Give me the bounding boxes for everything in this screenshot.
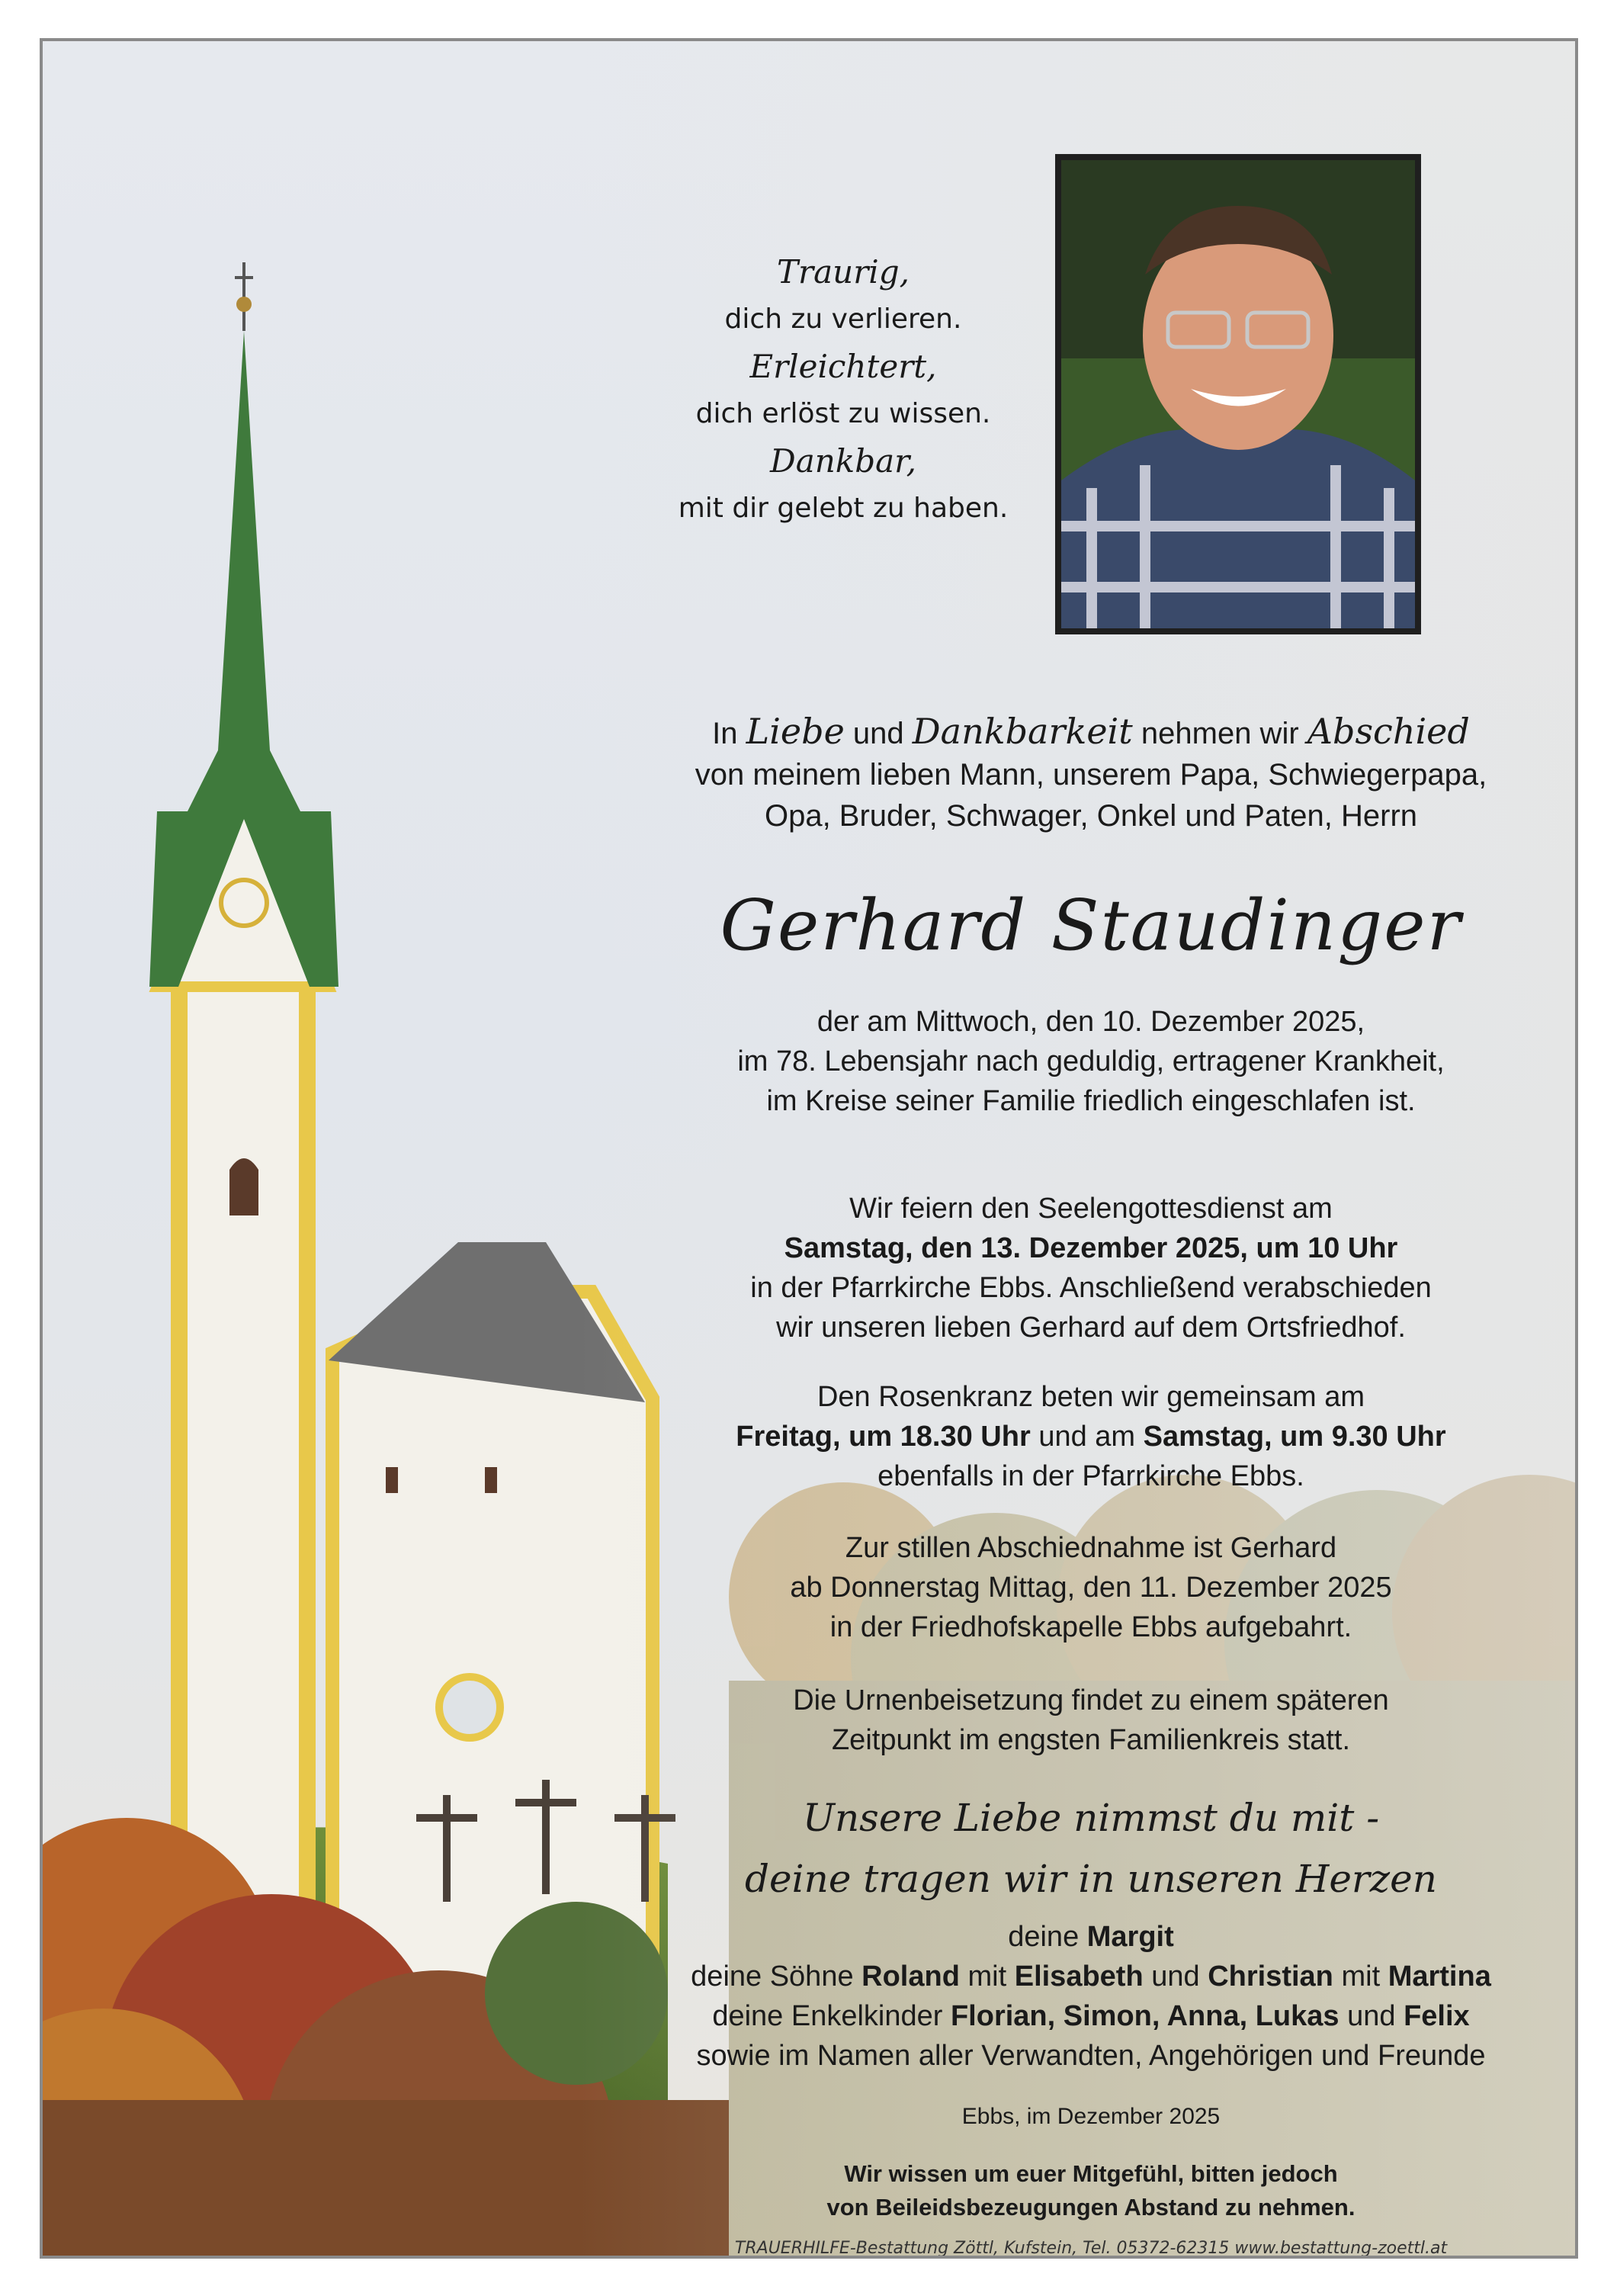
survivor-name: Margit [1086,1921,1174,1953]
mass-date: Samstag, den 13. Dezember 2025, um 10 Uhr [784,1232,1398,1264]
intro-word-dankbarkeit: Dankbarkeit [912,711,1133,752]
intro-line-1 [607,711,1575,754]
motto-line-2: deine tragen wir in unseren Herzen [745,1857,1437,1901]
mass-line-4: wir unseren lieben Gerhard auf dem Ortsfriedhof. [776,1312,1406,1344]
condolence-note [607,2157,1575,2224]
deceased-name: Gerhard Staudinger [720,885,1462,966]
rosary-line-3: ebenfalls in der Pfarrkirche Ebbs. [877,1460,1304,1492]
intro-line-2: von meinem lieben Mann, unserem Papa, Schwiegerpapa, [695,758,1487,792]
poem-line-2: dich zu verlieren. [724,303,962,335]
survivors-line-4: sowie im Namen aller Verwandten, Angehörigen und Freunde [696,2040,1486,2072]
viewing-line-1: Zur stillen Abschiednahme ist Gerhard [845,1532,1337,1564]
survivors-text: mit [1341,1960,1381,1993]
intro-word-und: und [852,717,904,750]
viewing-line-2: ab Donnerstag Mittag, den 11. Dezember 2025 [790,1572,1392,1604]
survivor-name: Florian, Simon, Anna, Lukas [950,2000,1339,2032]
motto-line-1: Unsere Liebe nimmst du mit - [802,1796,1380,1840]
poem-line-1: Traurig, [777,253,910,291]
rosary-time-2: Samstag, um 9.30 Uhr [1143,1421,1446,1453]
mass-line-1: Wir feiern den Seelengottesdienst am [849,1193,1333,1225]
survivors-text: deine Söhne [691,1960,854,1993]
funeral-home-footer: TRAUERHILFE-Bestattung Zöttl, Kufstein, Tel. 05372-62315 www.bestattung-zoettl.at [734,2239,1448,2258]
rosary-line-1: Den Rosenkranz beten wir gemeinsam am [817,1381,1365,1413]
note-line-1: Wir wissen um euer Mitgefühl, bitten jedoch [844,2160,1338,2187]
survivor-name: Roland [861,1960,960,1993]
poem-line-5: Dankbar, [770,442,916,480]
rosary-time-1: Freitag, um 18.30 Uhr [736,1421,1031,1453]
motto [607,1787,1575,1909]
death-line-3: im Kreise seiner Familie friedlich eingeschlafen ist. [766,1085,1416,1117]
rosary-line-2 [607,1417,1575,1456]
urn-line-1: Die Urnenbeisetzung findet zu einem späteren [793,1684,1389,1716]
place-date: Ebbs, im Dezember 2025 [961,2104,1221,2129]
death-line-2: im 78. Lebensjahr nach geduldig, ertragener Krankheit, [737,1045,1445,1077]
mass-info [607,1189,1575,1347]
death-line-1: der am Mittwoch, den 10. Dezember 2025, [817,1006,1365,1038]
survivor-name: Martina [1388,1960,1491,1993]
poem-line-6: mit dir gelebt zu haben. [678,493,1009,524]
survivors-text: deine [1008,1921,1080,1953]
death-notice [607,1002,1575,1121]
intro-line-3: Opa, Bruder, Schwager, Onkel und Paten, Herrn [764,799,1418,833]
urn-info [607,1681,1575,1760]
poem-line-3: Erleichtert, [749,348,937,385]
survivor-name: Elisabeth [1014,1960,1144,1993]
survivors-line-1 [607,1917,1575,1957]
survivors-line-2 [607,1957,1575,1996]
survivors-line-3 [607,1996,1575,2036]
rosary-mid: und am [1038,1421,1136,1453]
survivor-name: Christian [1208,1960,1333,1993]
intro-word-abschied: Abschied [1307,711,1470,752]
viewing-info [607,1528,1575,1647]
survivors-text: mit [967,1960,1007,1993]
intro-word-liebe: Liebe [746,711,845,752]
mass-line-3: in der Pfarrkirche Ebbs. Anschließend verabschieden [750,1272,1432,1304]
intro-word-in: In [712,717,738,750]
intro-text [607,711,1575,837]
rosary-info [607,1377,1575,1496]
viewing-line-3: in der Friedhofskapelle Ebbs aufgebahrt. [829,1611,1352,1643]
poem [645,249,1041,532]
obituary-card [40,38,1578,2259]
survivor-name: Felix [1404,2000,1470,2032]
portrait-image [1061,160,1415,628]
portrait-photo [1055,154,1421,634]
survivors-list [607,1917,1575,2076]
urn-line-2: Zeitpunkt im engsten Familienkreis statt. [831,1724,1351,1756]
survivors-text: und [1347,2000,1396,2032]
intro-word-nehmen: nehmen wir [1141,717,1299,750]
survivors-text: deine Enkelkinder [712,2000,943,2032]
survivors-text: und [1151,1960,1200,1993]
note-line-2: von Beileidsbezeugungen Abstand zu nehmen. [826,2194,1356,2221]
poem-line-4: dich erlöst zu wissen. [695,398,991,429]
